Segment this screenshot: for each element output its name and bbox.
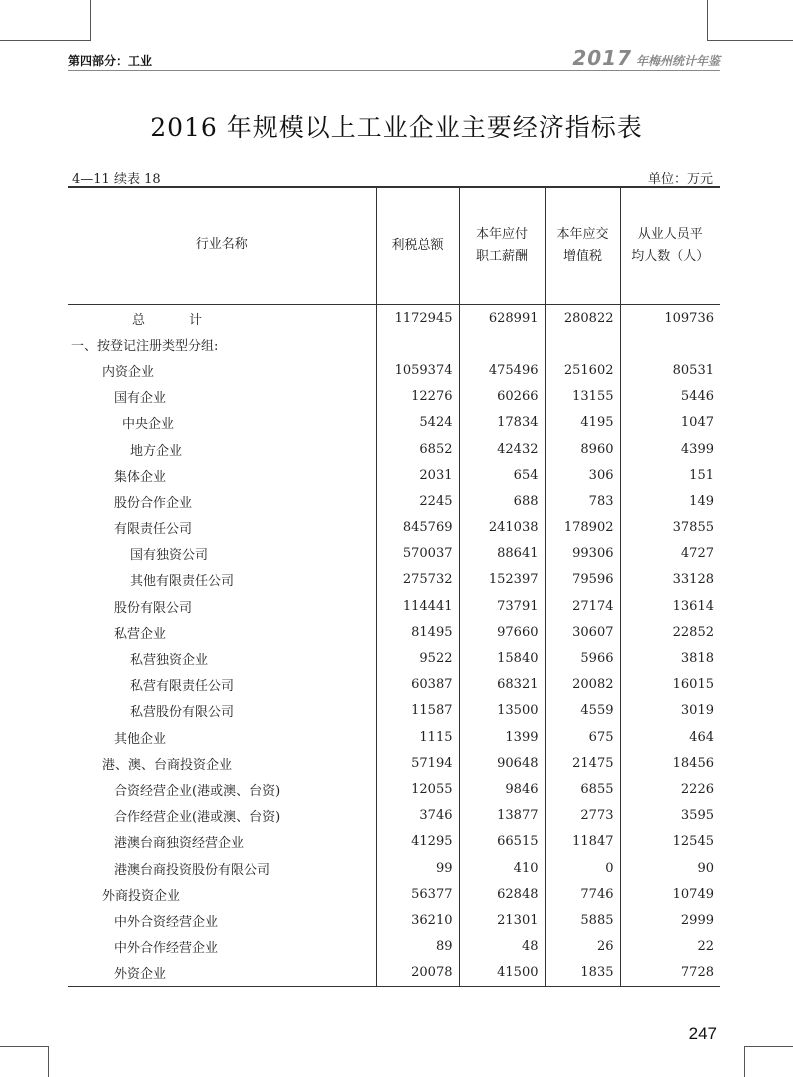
table-row (68, 803, 720, 829)
cell-vat: 251602 (545, 357, 620, 383)
header-employees: 从业人员平 均人数（人） (620, 187, 720, 305)
cell-payroll: 48 (459, 934, 545, 960)
cell-employees: 12545 (620, 829, 720, 855)
cell-employees: 3818 (620, 645, 720, 671)
row-label: 中外合资经营企业 (114, 914, 219, 930)
cell-profit-tax: 1115 (376, 724, 459, 750)
table-row (68, 698, 720, 724)
table-caption: 4—11 续表 18 (72, 172, 161, 187)
cell-employees: 13614 (620, 593, 720, 619)
table-body (68, 305, 720, 987)
header-section-label: 第四部分：工业 (68, 54, 153, 68)
table-row (68, 750, 720, 776)
cell-profit-tax: 20078 (376, 960, 459, 987)
cell-profit-tax: 36210 (376, 907, 459, 933)
cell-employees: 149 (620, 488, 720, 514)
cell-employees: 1047 (620, 410, 720, 436)
row-label: 集体企业 (114, 469, 167, 485)
table-row (68, 436, 720, 462)
table-row (68, 410, 720, 436)
table-row (68, 881, 720, 907)
cell-payroll: 68321 (459, 672, 545, 698)
cell-profit-tax: 56377 (376, 881, 459, 907)
page-corner-frame-bottom-left (0, 1046, 49, 1077)
cell-profit-tax: 9522 (376, 645, 459, 671)
cell-payroll: 17834 (459, 410, 545, 436)
cell-profit-tax: 2031 (376, 462, 459, 488)
cell-payroll: 62848 (459, 881, 545, 907)
cell-payroll: 688 (459, 488, 545, 514)
row-label: 私营独资企业 (130, 653, 209, 669)
cell-vat: 2773 (545, 803, 620, 829)
page-corner-frame-bottom-right (744, 1046, 793, 1077)
cell-payroll: 41500 (459, 960, 545, 987)
table-row (68, 907, 720, 933)
row-label: 外资企业 (68, 960, 376, 987)
indicator-table (68, 186, 720, 987)
table-row (68, 724, 720, 750)
cell-profit-tax: 275732 (376, 567, 459, 593)
cell-employees: 22852 (620, 619, 720, 645)
cell-profit-tax: 60387 (376, 672, 459, 698)
table-row (68, 829, 720, 855)
table-row (68, 855, 720, 881)
table-row (68, 593, 720, 619)
header-year: 2017 (572, 46, 632, 70)
header-industry-name: 行业名称 (68, 187, 376, 305)
cell-payroll: 13500 (459, 698, 545, 724)
cell-vat: 99306 (545, 541, 620, 567)
cell-vat: 6855 (545, 776, 620, 802)
row-label: 其他企业 (114, 731, 167, 747)
unit-label: 单位：万元 (647, 172, 713, 187)
row-label: 总计 (132, 312, 247, 328)
cell-profit-tax: 570037 (376, 541, 459, 567)
cell-payroll: 73791 (459, 593, 545, 619)
cell-payroll: 654 (459, 462, 545, 488)
row-label: 国有独资公司 (130, 548, 209, 564)
cell-employees: 16015 (620, 672, 720, 698)
cell-employees: 4727 (620, 541, 720, 567)
cell-employees: 3595 (620, 803, 720, 829)
table-row (68, 567, 720, 593)
cell-payroll: 628991 (459, 305, 545, 332)
cell-payroll: 13877 (459, 803, 545, 829)
cell-vat: 21475 (545, 750, 620, 776)
cell-payroll: 60266 (459, 384, 545, 410)
cell-profit-tax: 1059374 (376, 357, 459, 383)
cell-payroll: 475496 (459, 357, 545, 383)
cell-vat: 675 (545, 724, 620, 750)
cell-payroll: 21301 (459, 907, 545, 933)
table-row (68, 776, 720, 802)
cell-payroll: 241038 (459, 515, 545, 541)
cell-profit-tax: 89 (376, 934, 459, 960)
cell-employees: 464 (620, 724, 720, 750)
table-header (68, 187, 720, 305)
table-row (68, 488, 720, 514)
row-label: 有限责任公司 (114, 522, 193, 538)
table-row (68, 645, 720, 671)
cell-vat: 30607 (545, 619, 620, 645)
cell-profit-tax: 114441 (376, 593, 459, 619)
cell-payroll: 152397 (459, 567, 545, 593)
cell-vat: 178902 (545, 515, 620, 541)
header-profit-tax: 利税总额 (376, 187, 459, 305)
cell-vat: 783 (545, 488, 620, 514)
header-book-title: 年梅州统计年鉴 (635, 54, 720, 68)
cell-vat: 1835 (545, 960, 620, 987)
cell-profit-tax: 11587 (376, 698, 459, 724)
cell-vat: 4559 (545, 698, 620, 724)
cell-payroll: 410 (459, 855, 545, 881)
table-row (68, 357, 720, 383)
cell-profit-tax: 81495 (376, 619, 459, 645)
cell-vat: 5966 (545, 645, 620, 671)
header-row (68, 187, 720, 305)
cell-vat: 11847 (545, 829, 620, 855)
cell-profit-tax: 5424 (376, 410, 459, 436)
cell-vat: 306 (545, 462, 620, 488)
cell-vat: 20082 (545, 672, 620, 698)
table-row (68, 672, 720, 698)
row-label: 国有企业 (114, 391, 167, 407)
page-corner-frame-top-left (0, 0, 91, 41)
running-header (68, 46, 720, 70)
row-label: 地方企业 (130, 443, 183, 459)
cell-employees: 22 (620, 934, 720, 960)
cell-vat: 0 (545, 855, 620, 881)
row-label: 港澳台商独资经营企业 (114, 836, 245, 852)
cell-profit-tax: 845769 (376, 515, 459, 541)
cell-profit-tax: 2245 (376, 488, 459, 514)
table-row (68, 541, 720, 567)
header-rule (68, 70, 720, 71)
row-label: 其他有限责任公司 (130, 574, 235, 590)
cell-employees: 3019 (620, 698, 720, 724)
cell-vat: 27174 (545, 593, 620, 619)
row-label: 港澳台商投资股份有限公司 (114, 862, 271, 878)
cell-payroll: 88641 (459, 541, 545, 567)
cell-employees: 151 (620, 462, 720, 488)
cell-payroll: 1399 (459, 724, 545, 750)
cell-vat: 280822 (545, 305, 620, 332)
cell-profit-tax: 12055 (376, 776, 459, 802)
table-row (68, 515, 720, 541)
row-label: 合作经营企业(港或澳、台资) (114, 810, 281, 826)
row-label: 港、澳、台商投资企业 (102, 757, 233, 773)
cell-vat: 7746 (545, 881, 620, 907)
cell-profit-tax: 99 (376, 855, 459, 881)
header-vat: 本年应交 增值税 (545, 187, 620, 305)
table-row (68, 934, 720, 960)
row-label: 一、按登记注册类型分组: (71, 338, 219, 354)
cell-profit-tax: 1172945 (376, 305, 459, 332)
cell-employees: 7728 (620, 960, 720, 987)
row-label: 股份有限公司 (114, 600, 193, 616)
cell-vat: 13155 (545, 384, 620, 410)
table-row (68, 619, 720, 645)
row-label: 中外合作经营企业 (114, 941, 219, 957)
table-row (68, 384, 720, 410)
cell-vat: 5885 (545, 907, 620, 933)
table-row (68, 462, 720, 488)
row-label: 中央企业 (122, 417, 175, 433)
row-label: 股份合作企业 (114, 495, 193, 511)
cell-vat: 26 (545, 934, 620, 960)
row-label: 内资企业 (102, 364, 155, 380)
cell-employees: 37855 (620, 515, 720, 541)
cell-employees: 2226 (620, 776, 720, 802)
cell-profit-tax: 41295 (376, 829, 459, 855)
row-label: 私营有限责任公司 (130, 679, 235, 695)
cell-employees: 5446 (620, 384, 720, 410)
cell-vat: 8960 (545, 436, 620, 462)
header-payroll: 本年应付 职工薪酬 (459, 187, 545, 305)
cell-employees: 109736 (620, 305, 720, 332)
cell-profit-tax: 6852 (376, 436, 459, 462)
cell-payroll: 42432 (459, 436, 545, 462)
cell-profit-tax: 3746 (376, 803, 459, 829)
cell-payroll: 90648 (459, 750, 545, 776)
table-row (68, 960, 720, 987)
cell-employees: 18456 (620, 750, 720, 776)
row-label: 私营企业 (114, 626, 167, 642)
cell-vat (545, 331, 620, 357)
table-title: 2016 年规模以上工业企业主要经济指标表 (150, 113, 643, 142)
cell-profit-tax: 57194 (376, 750, 459, 776)
table-row (68, 331, 720, 357)
row-label: 私营股份有限公司 (130, 705, 235, 721)
cell-vat: 79596 (545, 567, 620, 593)
page-number: 247 (688, 1024, 717, 1043)
row-label: 外商投资企业 (102, 888, 181, 904)
cell-employees: 33128 (620, 567, 720, 593)
cell-payroll (459, 331, 545, 357)
cell-employees: 4399 (620, 436, 720, 462)
cell-employees: 10749 (620, 881, 720, 907)
cell-payroll: 9846 (459, 776, 545, 802)
row-label: 合资经营企业(港或澳、台资) (114, 783, 281, 799)
cell-employees: 80531 (620, 357, 720, 383)
cell-employees (620, 331, 720, 357)
cell-employees: 2999 (620, 907, 720, 933)
cell-payroll: 66515 (459, 829, 545, 855)
cell-payroll: 97660 (459, 619, 545, 645)
cell-employees: 90 (620, 855, 720, 881)
table-row (68, 305, 720, 332)
page-corner-frame-top-right (707, 0, 793, 41)
cell-profit-tax (376, 331, 459, 357)
cell-payroll: 15840 (459, 645, 545, 671)
cell-vat: 4195 (545, 410, 620, 436)
cell-profit-tax: 12276 (376, 384, 459, 410)
